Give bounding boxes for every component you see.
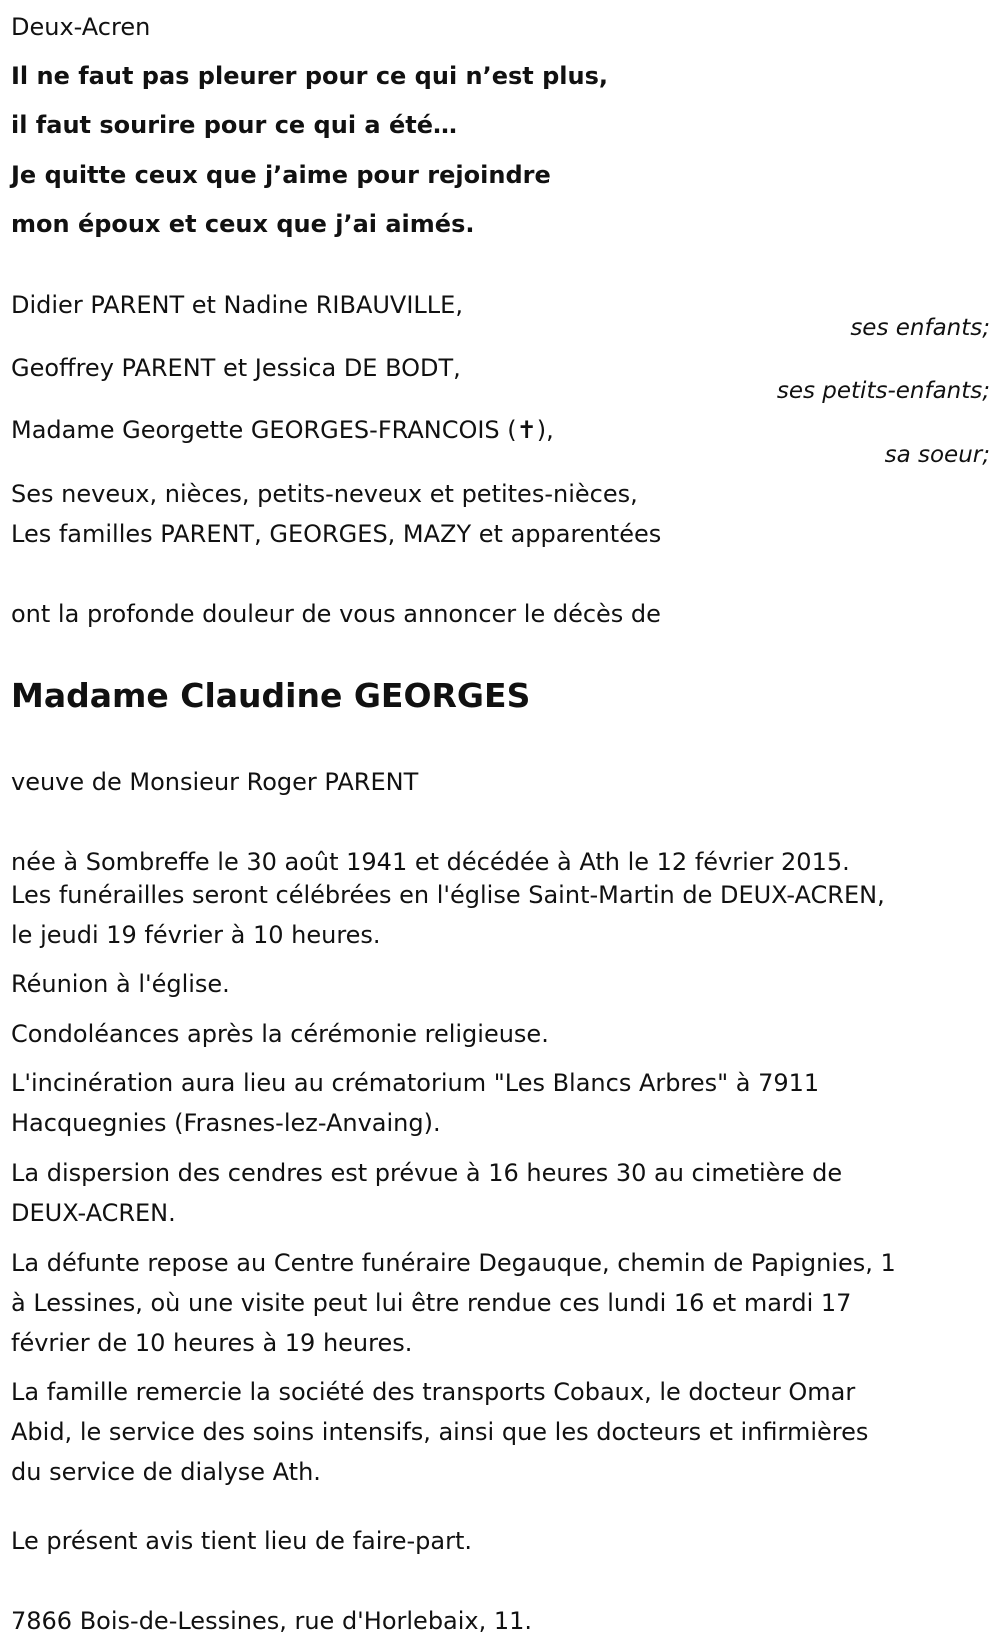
detail-line: Condoléances après la cérémonie religieuse.	[11, 1020, 549, 1048]
poem-line: Il ne faut pas pleurer pour ce qui n’est plus,	[11, 62, 609, 90]
detail-line: Hacquegnies (Frasnes-lez-Anvaing).	[11, 1109, 441, 1137]
detail-line: La dispersion des cendres est prévue à 16 heures 30 au cimetière de	[11, 1159, 843, 1187]
address-line: 7866 Bois-de-Lessines, rue d'Horlebaix, 11.	[11, 1607, 533, 1635]
detail-line: Réunion à l'église.	[11, 970, 230, 998]
family-names: Geoffrey PARENT et Jessica DE BODT,	[11, 354, 461, 382]
location-heading: Deux-Acren	[11, 13, 151, 41]
detail-line: du service de dialyse Ath.	[11, 1458, 321, 1486]
family-relation: sa soeur;	[884, 442, 990, 468]
poem-line: il faut sourire pour ce qui a été…	[11, 111, 457, 139]
spouse-line: veuve de Monsieur Roger PARENT	[11, 768, 419, 796]
family-relation: ses enfants;	[850, 315, 990, 341]
family-names: Didier PARENT et Nadine RIBAUVILLE,	[11, 291, 463, 319]
announcement-text: ont la profonde douleur de vous annoncer le décès de	[11, 600, 661, 628]
detail-line: à Lessines, où une visite peut lui être rendue ces lundi 16 et mardi 17	[11, 1289, 852, 1317]
others-line: Les familles PARENT, GEORGES, MAZY et apparentées	[11, 520, 662, 548]
detail-line: DEUX-ACREN.	[11, 1199, 176, 1227]
detail-line: La famille remercie la société des transports Cobaux, le docteur Omar	[11, 1378, 856, 1406]
detail-line: Le présent avis tient lieu de faire-part.	[11, 1527, 473, 1555]
poem-line: mon époux et ceux que j’ai aimés.	[11, 210, 475, 238]
detail-line: La défunte repose au Centre funéraire Degauque, chemin de Papignies, 1	[11, 1249, 896, 1277]
family-names: Madame Georgette GEORGES-FRANCOIS (✝),	[11, 416, 554, 444]
detail-line: février de 10 heures à 19 heures.	[11, 1329, 413, 1357]
deceased-name: Madame Claudine GEORGES	[11, 676, 531, 715]
others-line: Ses neveux, nièces, petits-neveux et petites-nièces,	[11, 480, 638, 508]
poem-line: Je quitte ceux que j’aime pour rejoindre	[11, 161, 551, 189]
family-relation: ses petits-enfants;	[776, 378, 990, 404]
detail-line: Les funérailles seront célébrées en l'église Saint-Martin de DEUX-ACREN,	[11, 881, 885, 909]
detail-line: le jeudi 19 février à 10 heures.	[11, 921, 381, 949]
detail-line: née à Sombreffe le 30 août 1941 et décédée à Ath le 12 février 2015.	[11, 848, 850, 876]
detail-line: Abid, le service des soins intensifs, ainsi que les docteurs et infirmières	[11, 1418, 869, 1446]
detail-line: L'incinération aura lieu au crématorium "Les Blancs Arbres" à 7911	[11, 1069, 820, 1097]
